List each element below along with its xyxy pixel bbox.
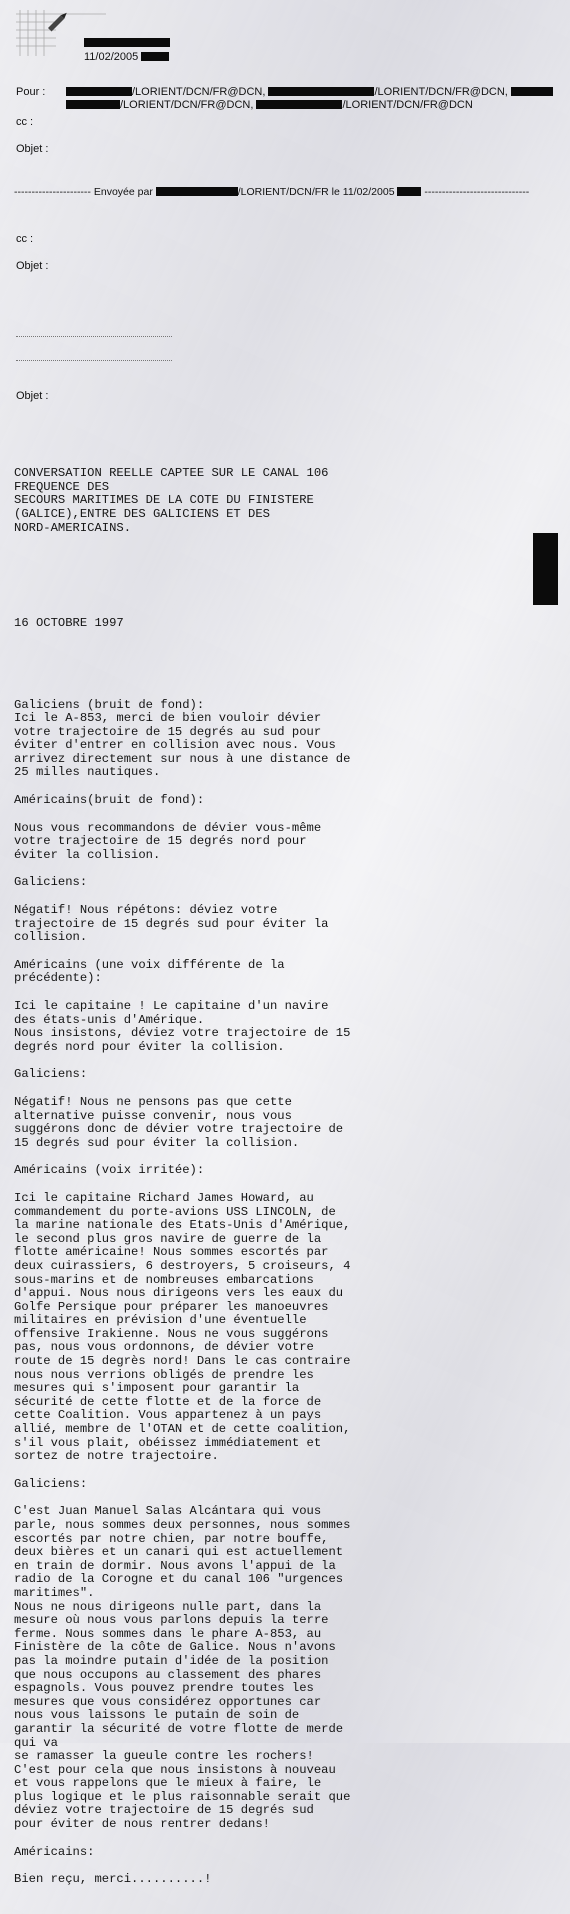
dialogue-paragraph bbox=[14, 1068, 350, 1082]
to-recipients-line-1 bbox=[66, 86, 553, 98]
dialogue-line: pas la moindre putain d'idée de la position bbox=[14, 1653, 329, 1668]
dialogue-line: et vous rappelons que le mieux à faire, le bbox=[14, 1776, 322, 1791]
redacted-sender bbox=[156, 187, 238, 196]
dialogue-line: déviez votre trajectoire de 15 degrés sud bbox=[14, 1803, 314, 1818]
recipient-address: /LORIENT/DCN/FR@DCN bbox=[342, 99, 473, 111]
redacted-recipient bbox=[511, 87, 553, 96]
dialogue-line: Ici le capitaine ! Le capitaine d'un navire bbox=[14, 999, 329, 1013]
subject-label-2: Objet : bbox=[16, 260, 49, 272]
forward-dashes-right: ------------------------------ bbox=[424, 186, 530, 198]
dialogue-paragraph bbox=[14, 1164, 350, 1178]
dialogue-line: Américains: bbox=[14, 1844, 95, 1859]
dialogue-line: cette Coalition. Vous appartenez à un pays bbox=[14, 1408, 322, 1423]
dialogue-line: éviter la collision. bbox=[14, 847, 161, 862]
dialogue-line: deux bières et un canari qui est actuellement bbox=[14, 1545, 344, 1560]
dialogue-line: pour éviter de nous rentrer dedans! bbox=[14, 1817, 270, 1832]
redacted-recipient bbox=[66, 87, 132, 96]
dialogue-paragraph bbox=[14, 1192, 350, 1464]
dialogue-line: votre trajectoire de 15 degrés au sud pour bbox=[14, 724, 322, 739]
sent-date: 11/02/2005 bbox=[84, 51, 139, 63]
dialogue-line: pas, nous vous ordonnons, de dévier votre bbox=[14, 1340, 314, 1355]
dialogue-line: se ramasser la gueule contre les rochers! bbox=[14, 1749, 314, 1764]
dialogue-paragraph bbox=[14, 794, 350, 808]
recipient-address: /LORIENT/DCN/FR@DCN, bbox=[120, 99, 254, 111]
redacted-recipient bbox=[268, 87, 374, 96]
to-label: Pour : bbox=[16, 86, 46, 98]
dialogue-line: Galiciens (bruit de fond): bbox=[14, 697, 205, 712]
dialogue-line: 25 milles nautiques. bbox=[14, 765, 161, 780]
dialogue-paragraph bbox=[14, 876, 350, 890]
forward-origin: /LORIENT/DCN/FR le 11/02/2005 bbox=[237, 186, 395, 198]
dialogue-paragraph bbox=[14, 1478, 350, 1492]
dialogue-line: mesure où nous vous parlons depuis la terre bbox=[14, 1613, 329, 1628]
dialogue-line: votre trajectoire de 15 degrés nord pour bbox=[14, 834, 307, 849]
dialogue-line: militaires en prévision d'une éventuelle bbox=[14, 1313, 307, 1328]
dialogue-paragraph bbox=[14, 904, 350, 945]
dialogue-line: suggérons donc de dévier votre trajectoire de bbox=[14, 1122, 344, 1137]
dialogue-paragraph bbox=[14, 959, 350, 986]
dialogue-line: flotte américaine! Nous sommes escortés par bbox=[14, 1245, 329, 1260]
dialogue-line: Nous vous recommandons de dévier vous-même bbox=[14, 820, 322, 835]
dialogue-line: Galiciens: bbox=[14, 1067, 88, 1082]
dialogue-paragraph bbox=[14, 699, 350, 781]
dialogue-line: précédente): bbox=[14, 971, 102, 986]
dialogue-line: Galiciens: bbox=[14, 1476, 88, 1491]
dialogue-line: deux cuirassiers, 6 destroyers, 5 croiseurs, 4 bbox=[14, 1258, 351, 1273]
dialogue-line: qui va bbox=[14, 1735, 58, 1750]
dialogue-line: sous-marins et de nombreuses embarcations bbox=[14, 1272, 314, 1287]
dialogue-line: mesures qui s'imposent pour garantir la bbox=[14, 1381, 300, 1396]
dialogue-line: Bien reçu, merci..........! bbox=[14, 1872, 212, 1887]
dialogue-line: escortés par notre chien, par notre bouffe, bbox=[14, 1531, 329, 1546]
dialogue-line: nous vous laissons le putain de soin de bbox=[14, 1708, 300, 1723]
dialogue-line: route de 15 degrès nord! Dans le cas contraire bbox=[14, 1354, 351, 1369]
dialogue bbox=[14, 699, 350, 1887]
dialogue-line: C'est Juan Manuel Salas Alcántara qui vous bbox=[14, 1504, 322, 1519]
dialogue-line: arrivez directement sur nous à une distance de bbox=[14, 751, 351, 766]
dialogue-line: parle, nous sommes deux personnes, nous sommes bbox=[14, 1518, 351, 1532]
forward-line bbox=[14, 186, 529, 198]
dialogue-line: offensive Irakienne. Nous ne vous suggérons bbox=[14, 1326, 329, 1341]
dialogue-line: Américains (une voix différente de la bbox=[14, 957, 285, 972]
redacted-time bbox=[397, 187, 421, 196]
intro-block bbox=[14, 467, 350, 535]
dialogue-line: maritimes". bbox=[14, 1585, 95, 1600]
dialogue-line: le second plus gros navire de guerre de la bbox=[14, 1231, 322, 1246]
dialogue-line: C'est pour cela que nous insistons à nouveau bbox=[14, 1762, 336, 1777]
dialogue-line: sortez de notre trajectoire. bbox=[14, 1449, 219, 1464]
redacted-recipient bbox=[66, 100, 120, 109]
dotted-divider bbox=[16, 360, 172, 361]
redacted-time bbox=[141, 52, 169, 61]
dialogue-line: Négatif! Nous ne pensons pas que cette bbox=[14, 1094, 292, 1109]
intro-line: FREQUENCE DES bbox=[14, 479, 110, 494]
intro-line: CONVERSATION REELLE CAPTEE SUR LE CANAL 106 bbox=[14, 466, 329, 481]
dialogue-line: Golfe Persique pour préparer les manoeuvres bbox=[14, 1299, 329, 1314]
dialogue-line: collision. bbox=[14, 930, 88, 945]
to-recipients-line-2 bbox=[66, 99, 473, 111]
forward-dashes-left: ---------------------- bbox=[14, 186, 91, 198]
cc-label: cc : bbox=[16, 116, 34, 128]
intro-line: (GALICE),ENTRE DES GALICIENS ET DES bbox=[14, 506, 270, 521]
redaction-bar bbox=[533, 533, 558, 605]
dialogue-line: trajectoire de 15 degrés sud pour éviter la bbox=[14, 916, 329, 931]
dialogue-line: plus logique et le plus raisonnable serait que bbox=[14, 1789, 351, 1804]
dialogue-line: Finistère de la côte de Galice. Nous n'avons bbox=[14, 1640, 336, 1655]
dialogue-line: sécurité de cette flotte et de la force de bbox=[14, 1394, 322, 1409]
dialogue-line: Américains(bruit de fond): bbox=[14, 793, 205, 808]
dialogue-line: alternative puisse convenir, nous vous bbox=[14, 1108, 292, 1123]
dialogue-line: Nous insistons, déviez votre trajectoire de 15 bbox=[14, 1026, 351, 1041]
dialogue-line: espagnols. Vous pouvez prendre toutes les bbox=[14, 1681, 314, 1696]
header-date-row bbox=[84, 38, 170, 63]
dotted-divider bbox=[16, 336, 172, 337]
dialogue-line: nous nous verrions obligés de prendre les bbox=[14, 1367, 314, 1382]
intro-line: NORD-AMERICAINS. bbox=[14, 520, 132, 535]
dialogue-line: mesures que vous considérez opportunes car bbox=[14, 1694, 322, 1709]
dialogue-line: garantir la sécurité de votre flotte de merde bbox=[14, 1721, 344, 1736]
dialogue-line: s'il vous plait, obéissez immédiatement et bbox=[14, 1435, 322, 1450]
intro-line: SECOURS MARITIMES DE LA COTE DU FINISTERE bbox=[14, 493, 314, 508]
dialogue-line: éviter d'entrer en collision avec nous. Vous bbox=[14, 738, 336, 753]
dialogue-paragraph bbox=[14, 822, 350, 863]
dialogue-line: Nous ne nous dirigeons nulle part, dans la bbox=[14, 1599, 322, 1614]
dialogue-line: Négatif! Nous répétons: déviez votre bbox=[14, 903, 278, 918]
cc-label-2: cc : bbox=[16, 233, 34, 245]
dialogue-paragraph bbox=[14, 1873, 350, 1887]
dialogue-line: Galiciens: bbox=[14, 875, 88, 890]
subject-label: Objet : bbox=[16, 143, 49, 155]
date-line: 16 OCTOBRE 1997 bbox=[14, 615, 124, 630]
dialogue-line: Ici le capitaine Richard James Howard, au bbox=[14, 1190, 314, 1205]
dialogue-paragraph bbox=[14, 1505, 350, 1831]
forward-sent-by: Envoyée par bbox=[93, 186, 153, 198]
dialogue-line: degrés nord pour éviter la collision. bbox=[14, 1039, 285, 1054]
recipient-address: /LORIENT/DCN/FR@DCN, bbox=[374, 86, 508, 98]
dialogue-line: Ici le A-853, merci de bien vouloir dévier bbox=[14, 711, 322, 726]
dialogue-paragraph bbox=[14, 1846, 350, 1860]
dialogue-line: en train de dormir. Nous avons l'appui de la bbox=[14, 1558, 336, 1573]
subject-label-3: Objet : bbox=[16, 390, 49, 402]
dialogue-line: ferme. Nous sommes dans le phare A-853, au bbox=[14, 1626, 322, 1641]
recipient-address: /LORIENT/DCN/FR@DCN, bbox=[132, 86, 266, 98]
dialogue-line: allié, membre de l'OTAN et de cette coalition, bbox=[14, 1422, 351, 1437]
dialogue-line: radio de la Corogne et du canal 106 "urgences bbox=[14, 1572, 344, 1587]
dialogue-line: 15 degrés sud pour éviter la collision. bbox=[14, 1135, 300, 1150]
dialogue-line: des états-unis d'Amérique. bbox=[14, 1012, 205, 1027]
dialogue-line: Américains (voix irritée): bbox=[14, 1163, 205, 1178]
dialogue-paragraph bbox=[14, 1000, 350, 1054]
message-body bbox=[14, 440, 350, 1914]
redacted-recipient bbox=[256, 100, 342, 109]
dialogue-line: commandement du porte-avions USS LINCOLN, de bbox=[14, 1204, 336, 1219]
redacted-name bbox=[84, 38, 170, 47]
dialogue-line: d'appui. Nous nous dirigeons vers les eaux du bbox=[14, 1286, 344, 1301]
dialogue-line: la marine nationale des Etats-Unis d'Amérique, bbox=[14, 1218, 351, 1233]
dialogue-paragraph bbox=[14, 1096, 350, 1150]
dialogue-line: que nous occupons au classement des phares bbox=[14, 1667, 322, 1682]
